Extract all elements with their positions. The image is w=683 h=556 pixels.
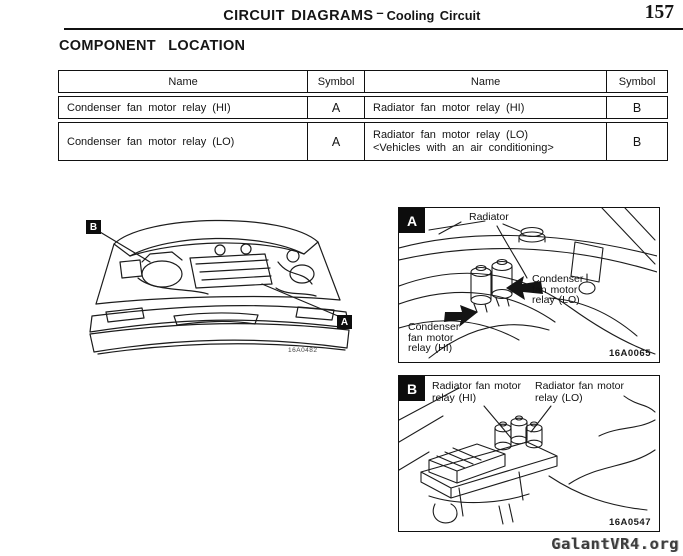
panel-a-marker: A [399,208,425,233]
column-header-name-left: Name [59,71,308,92]
relay-fuse-box [421,416,557,498]
overview-figure [50,200,380,375]
radiator-relay-lo-callout: Radiator fan motor relay (LO) [535,380,624,404]
component-name-note: <Vehicles with an air conditioning> [373,141,554,154]
figure-code-overview: 16A0482 [288,347,318,354]
component-name: Radiator fan motor relay (HI) [365,97,607,118]
panel-b-marker: B [399,376,425,401]
component-symbol: B [632,134,642,149]
detail-panel-b [398,375,660,532]
component-location-table [58,70,668,164]
header-separator: – [376,5,384,20]
condenser-fan-relays [471,260,512,313]
component-name: Condenser fan motor relay (LO) [59,123,308,160]
detail-panel-a [398,207,660,363]
column-header-symbol-right: Symbol [618,75,656,88]
header-rule [64,28,683,30]
table-row [58,122,668,161]
component-symbol: A [308,97,365,118]
component-symbol: B [632,100,642,115]
table-header-row [58,70,668,93]
chapter-title: CIRCUIT DIAGRAMS [223,8,374,24]
relay-lo-leader-line [531,406,551,432]
page-number: 157 [644,2,674,23]
component-name: Condenser fan motor relay (HI) [59,97,308,118]
location-marker-b: B [86,220,101,234]
radiator-callout: Radiator [469,211,509,223]
location-marker-a: A [337,315,352,329]
table-row [58,96,668,119]
header-subtitle: Cooling Circuit [386,8,481,23]
radiator-relay-hi-callout: Radiator fan motor relay (HI) [432,380,521,404]
watermark: GalantVR4.org [551,535,679,553]
condenser-relay-lo-callout: Condenser fan motor relay (LO) [532,273,584,306]
marker-a-leader-line [262,284,338,316]
page-header [223,7,480,25]
component-name-text: Radiator fan motor relay (LO) [373,128,529,141]
column-header-name-right: Name [365,71,607,92]
figure-code-panel-a: 16A0065 [608,348,651,359]
component-name [365,123,607,160]
relay-hi-leader-line [484,406,511,438]
component-symbol: A [308,123,365,160]
column-header-symbol-left: Symbol [308,71,365,92]
figure-code-panel-b: 16A0547 [608,517,651,528]
condenser-relay-hi-callout: Condenser fan motor relay (HI) [408,321,460,354]
page-title: COMPONENT LOCATION [59,38,246,54]
